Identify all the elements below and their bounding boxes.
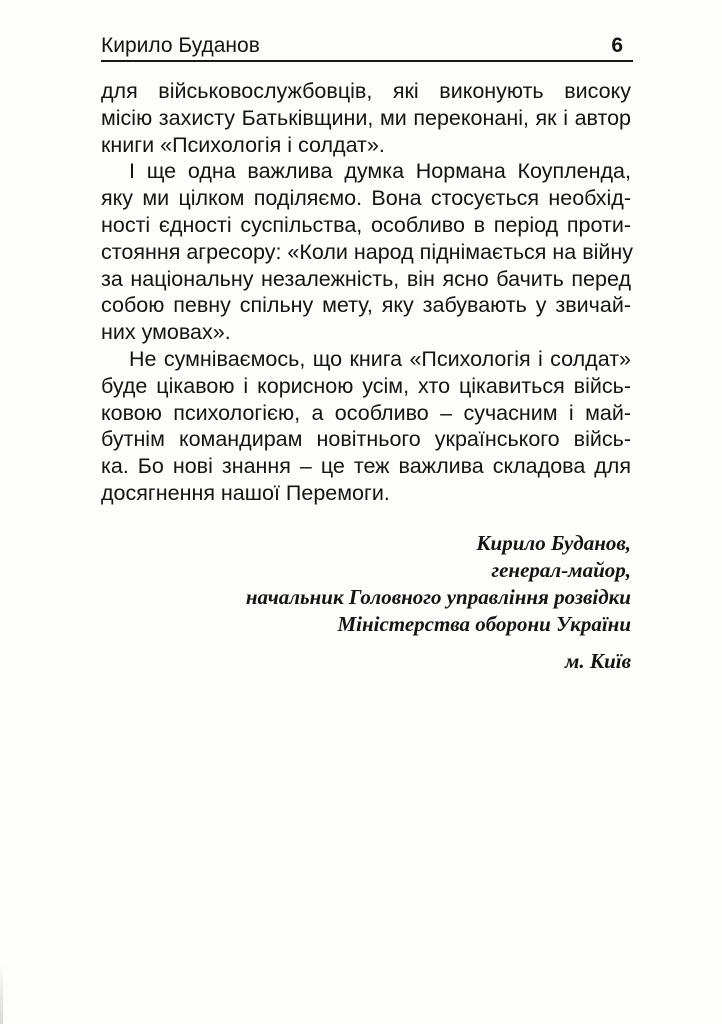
page-header	[101, 30, 633, 60]
running-head: Кирило Буданов	[101, 34, 260, 57]
body-text	[101, 78, 634, 507]
header-rule	[101, 60, 633, 62]
signature-position: Міністерства оборони України	[337, 612, 631, 636]
signature-rank: генерал-майор,	[491, 558, 631, 582]
signature-position: начальник Головного управління розвідки	[245, 585, 631, 609]
text-line: них умовах».	[101, 320, 231, 345]
text-line: бутнім командирам новітнього українського війсь-	[101, 427, 631, 452]
text-line: книги «Психологія і солдат».	[101, 132, 385, 157]
place-line: м. Київ	[564, 649, 631, 673]
text-line: для військовослужбовців, які виконують високу	[101, 79, 631, 103]
text-line: досягнення нашої Перемоги.	[101, 480, 390, 505]
scan-edge-shadow	[0, 960, 3, 1024]
text-line: ковою психологією, а особливо – сучасним і май-	[101, 400, 631, 425]
signature-name: Кирило Буданов,	[476, 531, 631, 555]
text-line: яку ми цілком поділяємо. Вона стосується необхід-	[101, 186, 631, 211]
signature-block	[246, 530, 631, 638]
text-line: собою певну спільну мету, яку забувають у звичай-	[101, 293, 631, 318]
text-line: місію захисту Батьківщини, ми переконані, як і автор	[101, 105, 631, 130]
text-line: І ще одна важлива думка Нормана Коупленда,	[129, 159, 631, 184]
text-line: Не сумніваємось, що книга «Психологія і солдат»	[129, 346, 631, 371]
page-number: 6	[611, 34, 623, 57]
text-line: буде цікавою і корисною усім, хто цікавиться війсь-	[101, 373, 631, 398]
text-line: стояння агресору: «Коли народ піднімається на війну	[101, 239, 634, 264]
text-line: ності єдності суспільства, особливо в період проти-	[101, 212, 631, 237]
text-line: за національну незалежність, він ясно бачить перед	[101, 266, 631, 291]
text-line: ка. Бо нові знання – це теж важлива складова для	[101, 454, 631, 479]
